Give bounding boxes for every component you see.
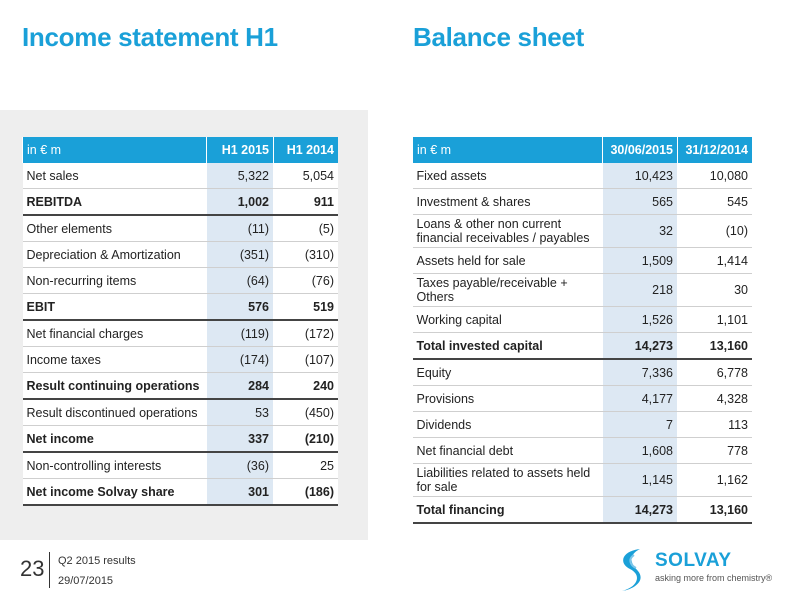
row-value-current: 1,526 <box>603 307 678 333</box>
header-unit: in € m <box>413 137 603 163</box>
row-value-current: (64) <box>207 268 274 294</box>
table-row <box>23 399 339 426</box>
row-value-prior: 5,054 <box>274 163 339 189</box>
row-label: Depreciation & Amortization <box>23 242 207 268</box>
table-row <box>413 248 753 274</box>
row-label: Loans & other non current financial receivables / payables <box>413 215 603 248</box>
table-row <box>23 189 339 216</box>
footer-divider <box>49 552 50 588</box>
row-value-prior: 10,080 <box>678 163 753 189</box>
row-value-current: 284 <box>207 373 274 400</box>
row-value-prior: 25 <box>274 452 339 479</box>
header-unit: in € m <box>23 137 207 163</box>
row-label: Result continuing operations <box>23 373 207 400</box>
table-row <box>413 497 753 524</box>
table-row <box>413 215 753 248</box>
row-value-prior: (10) <box>678 215 753 248</box>
page-number: 23 <box>20 556 45 581</box>
row-label: Liabilities related to assets held for sale <box>413 464 603 497</box>
row-value-prior: 1,101 <box>678 307 753 333</box>
row-label: Provisions <box>413 386 603 412</box>
row-label: Investment & shares <box>413 189 603 215</box>
row-label: Non-recurring items <box>23 268 207 294</box>
table-row <box>413 464 753 497</box>
row-value-prior: 1,162 <box>678 464 753 497</box>
row-value-prior: 778 <box>678 438 753 464</box>
row-value-current: 565 <box>603 189 678 215</box>
table-row <box>23 347 339 373</box>
row-value-current: 14,273 <box>603 333 678 360</box>
table-row <box>413 412 753 438</box>
row-label: Assets held for sale <box>413 248 603 274</box>
row-label: Net sales <box>23 163 207 189</box>
row-value-current: 7,336 <box>603 359 678 386</box>
income-statement-table <box>22 137 338 506</box>
row-value-current: (351) <box>207 242 274 268</box>
row-label: Income taxes <box>23 347 207 373</box>
row-label: Equity <box>413 359 603 386</box>
row-value-prior: 113 <box>678 412 753 438</box>
table-row <box>23 268 339 294</box>
row-label: Taxes payable/receivable + Others <box>413 274 603 307</box>
table-row <box>23 373 339 400</box>
row-label: Working capital <box>413 307 603 333</box>
row-value-prior: 13,160 <box>678 497 753 524</box>
table-row <box>413 307 753 333</box>
row-label: Net financial charges <box>23 320 207 347</box>
row-value-prior: 13,160 <box>678 333 753 360</box>
row-value-prior: (107) <box>274 347 339 373</box>
row-label: Result discontinued operations <box>23 399 207 426</box>
header-31-12-2014: 31/12/2014 <box>678 137 753 163</box>
row-value-current: 53 <box>207 399 274 426</box>
table-row <box>23 479 339 506</box>
row-value-prior: (450) <box>274 399 339 426</box>
row-value-current: 32 <box>603 215 678 248</box>
row-value-prior: 519 <box>274 294 339 321</box>
row-label: Net income <box>23 426 207 453</box>
row-value-prior: (310) <box>274 242 339 268</box>
row-value-current: 1,608 <box>603 438 678 464</box>
table-row <box>23 215 339 242</box>
table-row <box>413 438 753 464</box>
row-value-prior: 240 <box>274 373 339 400</box>
row-label: EBIT <box>23 294 207 321</box>
row-value-prior: 30 <box>678 274 753 307</box>
header-30-06-2015: 30/06/2015 <box>603 137 678 163</box>
footer-date: 29/07/2015 <box>58 575 114 587</box>
footer-report-name: Q2 2015 results <box>58 555 136 567</box>
balance-sheet-table <box>412 137 752 524</box>
row-value-prior: (76) <box>274 268 339 294</box>
row-value-current: 1,002 <box>207 189 274 216</box>
row-value-prior: (186) <box>274 479 339 506</box>
table-row <box>413 359 753 386</box>
row-value-current: 218 <box>603 274 678 307</box>
balance-sheet-title: Balance sheet <box>413 22 584 52</box>
table-row <box>23 452 339 479</box>
row-value-current: 576 <box>207 294 274 321</box>
row-value-prior: 911 <box>274 189 339 216</box>
row-value-current: (119) <box>207 320 274 347</box>
solvay-tagline: asking more from chemistry® <box>655 573 773 583</box>
table-row <box>23 242 339 268</box>
row-label: Total financing <box>413 497 603 524</box>
table-row <box>413 163 753 189</box>
row-value-current: 7 <box>603 412 678 438</box>
row-label: Other elements <box>23 215 207 242</box>
row-label: Fixed assets <box>413 163 603 189</box>
income-statement-title: Income statement H1 <box>22 22 278 52</box>
row-value-current: 4,177 <box>603 386 678 412</box>
row-label: Dividends <box>413 412 603 438</box>
row-value-current: 337 <box>207 426 274 453</box>
table-header-row <box>413 137 753 163</box>
table-row <box>413 189 753 215</box>
row-value-prior: 4,328 <box>678 386 753 412</box>
row-value-current: 5,322 <box>207 163 274 189</box>
row-value-current: (11) <box>207 215 274 242</box>
table-row <box>23 294 339 321</box>
row-value-current: 10,423 <box>603 163 678 189</box>
row-value-current: 1,509 <box>603 248 678 274</box>
table-row <box>23 320 339 347</box>
row-value-prior: (5) <box>274 215 339 242</box>
row-value-current: (174) <box>207 347 274 373</box>
row-value-prior: (172) <box>274 320 339 347</box>
table-row <box>23 163 339 189</box>
row-label: Total invested capital <box>413 333 603 360</box>
row-label: Non-controlling interests <box>23 452 207 479</box>
solvay-logo-text: SOLVAY <box>655 550 732 571</box>
row-value-current: 14,273 <box>603 497 678 524</box>
row-value-prior: 1,414 <box>678 248 753 274</box>
table-row <box>413 274 753 307</box>
row-value-prior: 545 <box>678 189 753 215</box>
solvay-swirl-icon <box>612 545 652 595</box>
table-row <box>413 386 753 412</box>
row-value-prior: 6,778 <box>678 359 753 386</box>
row-label: Net financial debt <box>413 438 603 464</box>
row-label: REBITDA <box>23 189 207 216</box>
header-h1-2015: H1 2015 <box>207 137 274 163</box>
row-value-current: (36) <box>207 452 274 479</box>
row-value-current: 301 <box>207 479 274 506</box>
row-value-current: 1,145 <box>603 464 678 497</box>
header-h1-2014: H1 2014 <box>274 137 339 163</box>
table-row <box>413 333 753 360</box>
row-label: Net income Solvay share <box>23 479 207 506</box>
table-row <box>23 426 339 453</box>
table-header-row <box>23 137 339 163</box>
row-value-prior: (210) <box>274 426 339 453</box>
